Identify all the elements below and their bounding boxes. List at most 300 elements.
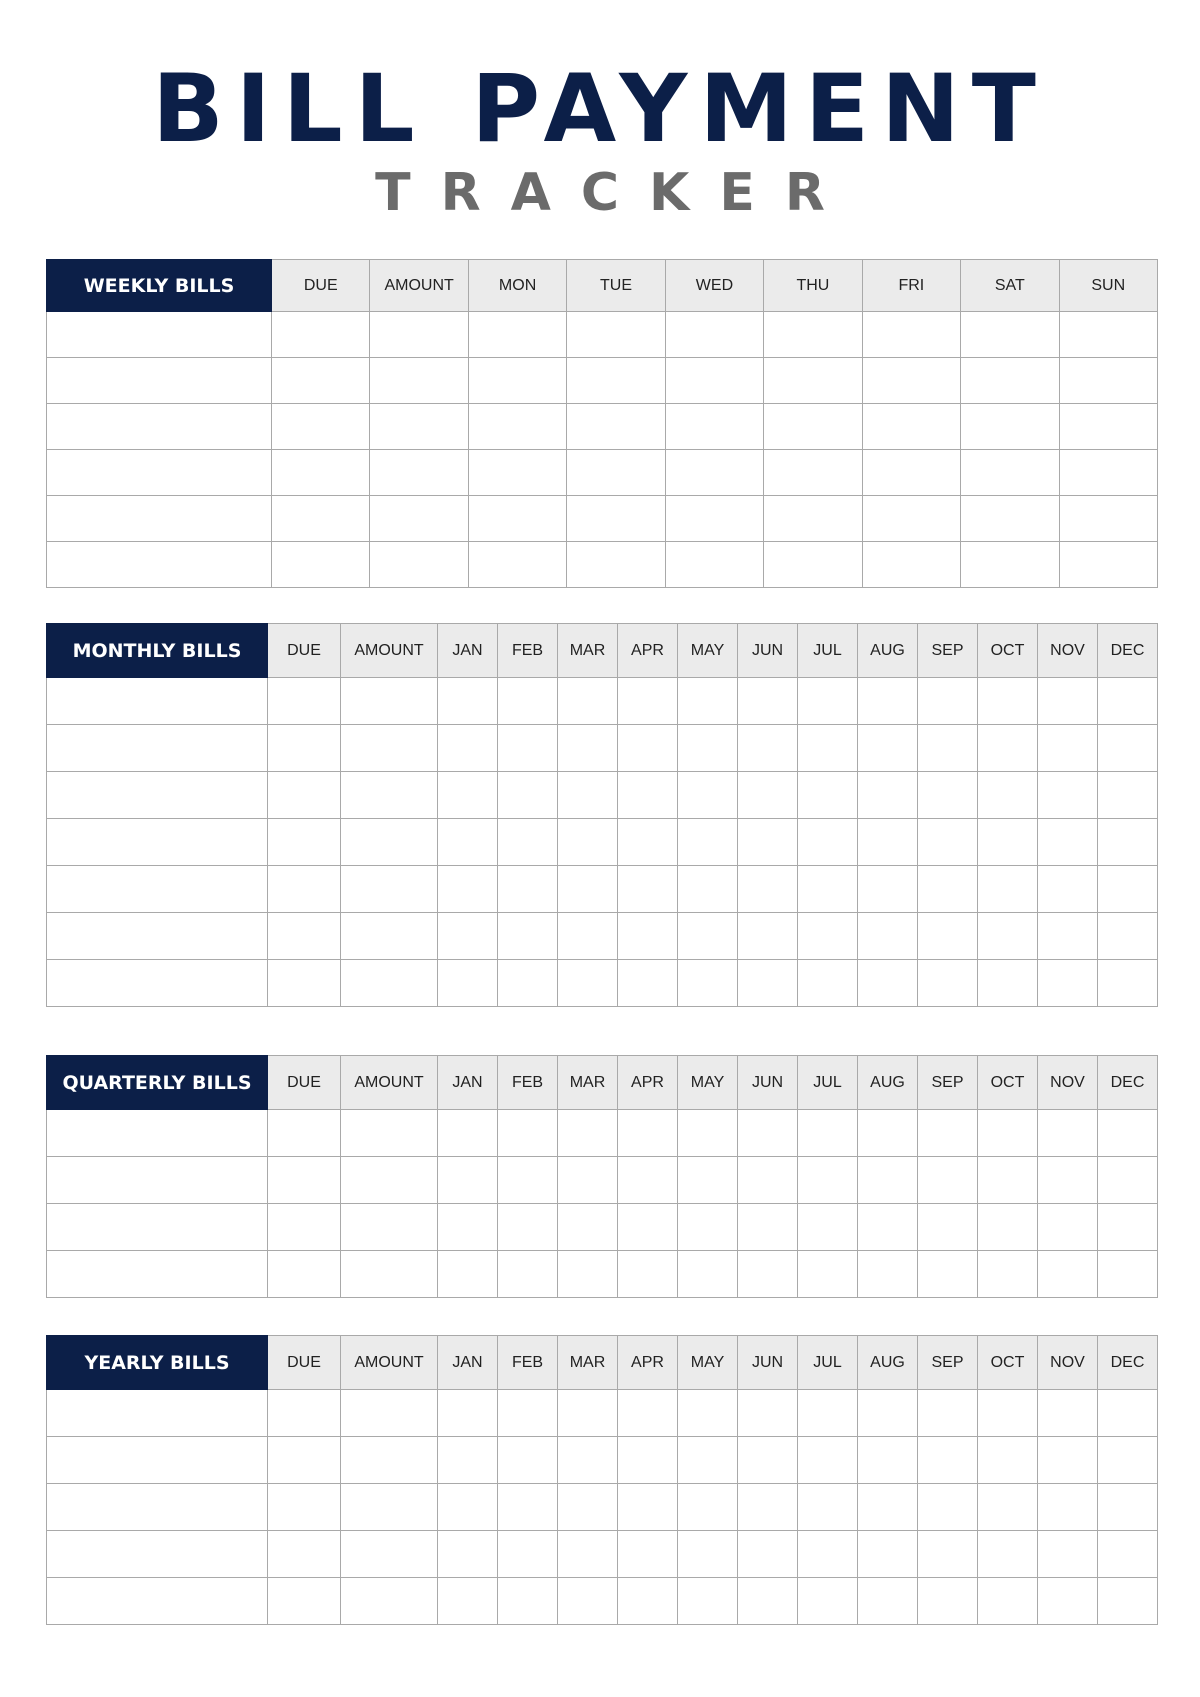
- entry-cell[interactable]: [738, 1437, 798, 1484]
- entry-cell[interactable]: [567, 542, 665, 588]
- entry-cell[interactable]: [567, 404, 665, 450]
- entry-cell[interactable]: [498, 678, 558, 725]
- entry-cell[interactable]: [341, 819, 438, 866]
- entry-cell[interactable]: [618, 678, 678, 725]
- entry-cell[interactable]: [1038, 1484, 1098, 1531]
- entry-cell[interactable]: [498, 1110, 558, 1157]
- bill-name-cell[interactable]: [47, 358, 272, 404]
- entry-cell[interactable]: [738, 1578, 798, 1625]
- entry-cell[interactable]: [498, 725, 558, 772]
- entry-cell[interactable]: [978, 1437, 1038, 1484]
- entry-cell[interactable]: [268, 1484, 341, 1531]
- entry-cell[interactable]: [341, 1110, 438, 1157]
- entry-cell[interactable]: [764, 312, 862, 358]
- entry-cell[interactable]: [738, 1390, 798, 1437]
- entry-cell[interactable]: [618, 1531, 678, 1578]
- entry-cell[interactable]: [738, 725, 798, 772]
- entry-cell[interactable]: [978, 1204, 1038, 1251]
- entry-cell[interactable]: [678, 913, 738, 960]
- entry-cell[interactable]: [918, 1437, 978, 1484]
- entry-cell[interactable]: [498, 1204, 558, 1251]
- entry-cell[interactable]: [738, 772, 798, 819]
- entry-cell[interactable]: [558, 1531, 618, 1578]
- entry-cell[interactable]: [862, 542, 960, 588]
- entry-cell[interactable]: [918, 1531, 978, 1578]
- entry-cell[interactable]: [1098, 1531, 1158, 1578]
- entry-cell[interactable]: [798, 960, 858, 1007]
- entry-cell[interactable]: [678, 772, 738, 819]
- entry-cell[interactable]: [798, 819, 858, 866]
- entry-cell[interactable]: [918, 960, 978, 1007]
- entry-cell[interactable]: [468, 542, 566, 588]
- entry-cell[interactable]: [370, 312, 468, 358]
- entry-cell[interactable]: [678, 725, 738, 772]
- entry-cell[interactable]: [665, 450, 763, 496]
- entry-cell[interactable]: [1098, 913, 1158, 960]
- bill-name-cell[interactable]: [47, 678, 268, 725]
- entry-cell[interactable]: [558, 1110, 618, 1157]
- entry-cell[interactable]: [438, 960, 498, 1007]
- bill-name-cell[interactable]: [47, 1578, 268, 1625]
- entry-cell[interactable]: [678, 1110, 738, 1157]
- entry-cell[interactable]: [268, 1437, 341, 1484]
- bill-name-cell[interactable]: [47, 772, 268, 819]
- entry-cell[interactable]: [738, 1157, 798, 1204]
- entry-cell[interactable]: [268, 1578, 341, 1625]
- bill-name-cell[interactable]: [47, 1251, 268, 1298]
- entry-cell[interactable]: [1059, 404, 1158, 450]
- bill-name-cell[interactable]: [47, 866, 268, 913]
- entry-cell[interactable]: [858, 1204, 918, 1251]
- bill-name-cell[interactable]: [47, 725, 268, 772]
- bill-name-cell[interactable]: [47, 1204, 268, 1251]
- entry-cell[interactable]: [438, 1110, 498, 1157]
- entry-cell[interactable]: [798, 1204, 858, 1251]
- entry-cell[interactable]: [738, 866, 798, 913]
- entry-cell[interactable]: [978, 1531, 1038, 1578]
- bill-name-cell[interactable]: [47, 1484, 268, 1531]
- entry-cell[interactable]: [1098, 819, 1158, 866]
- entry-cell[interactable]: [1038, 960, 1098, 1007]
- entry-cell[interactable]: [1098, 1157, 1158, 1204]
- entry-cell[interactable]: [370, 496, 468, 542]
- entry-cell[interactable]: [798, 1251, 858, 1298]
- entry-cell[interactable]: [1038, 1578, 1098, 1625]
- entry-cell[interactable]: [918, 678, 978, 725]
- entry-cell[interactable]: [268, 866, 341, 913]
- entry-cell[interactable]: [798, 1390, 858, 1437]
- entry-cell[interactable]: [341, 1390, 438, 1437]
- entry-cell[interactable]: [738, 1251, 798, 1298]
- entry-cell[interactable]: [798, 1578, 858, 1625]
- entry-cell[interactable]: [618, 1204, 678, 1251]
- entry-cell[interactable]: [268, 913, 341, 960]
- entry-cell[interactable]: [558, 1578, 618, 1625]
- entry-cell[interactable]: [498, 1484, 558, 1531]
- entry-cell[interactable]: [858, 1437, 918, 1484]
- entry-cell[interactable]: [567, 450, 665, 496]
- entry-cell[interactable]: [798, 1157, 858, 1204]
- entry-cell[interactable]: [678, 819, 738, 866]
- entry-cell[interactable]: [272, 312, 370, 358]
- entry-cell[interactable]: [862, 496, 960, 542]
- bill-name-cell[interactable]: [47, 312, 272, 358]
- entry-cell[interactable]: [341, 913, 438, 960]
- entry-cell[interactable]: [798, 913, 858, 960]
- entry-cell[interactable]: [1038, 725, 1098, 772]
- entry-cell[interactable]: [618, 1390, 678, 1437]
- entry-cell[interactable]: [858, 960, 918, 1007]
- entry-cell[interactable]: [918, 1390, 978, 1437]
- entry-cell[interactable]: [468, 404, 566, 450]
- entry-cell[interactable]: [268, 1251, 341, 1298]
- entry-cell[interactable]: [678, 1390, 738, 1437]
- entry-cell[interactable]: [678, 960, 738, 1007]
- entry-cell[interactable]: [978, 819, 1038, 866]
- entry-cell[interactable]: [978, 1157, 1038, 1204]
- entry-cell[interactable]: [618, 1157, 678, 1204]
- entry-cell[interactable]: [738, 960, 798, 1007]
- entry-cell[interactable]: [341, 1437, 438, 1484]
- entry-cell[interactable]: [498, 913, 558, 960]
- entry-cell[interactable]: [862, 358, 960, 404]
- entry-cell[interactable]: [558, 725, 618, 772]
- entry-cell[interactable]: [498, 1251, 558, 1298]
- entry-cell[interactable]: [268, 1157, 341, 1204]
- entry-cell[interactable]: [438, 1251, 498, 1298]
- entry-cell[interactable]: [618, 1437, 678, 1484]
- entry-cell[interactable]: [678, 1484, 738, 1531]
- entry-cell[interactable]: [961, 404, 1059, 450]
- entry-cell[interactable]: [468, 496, 566, 542]
- entry-cell[interactable]: [1038, 819, 1098, 866]
- entry-cell[interactable]: [1098, 725, 1158, 772]
- bill-name-cell[interactable]: [47, 450, 272, 496]
- entry-cell[interactable]: [738, 1110, 798, 1157]
- entry-cell[interactable]: [1098, 960, 1158, 1007]
- entry-cell[interactable]: [1038, 1204, 1098, 1251]
- entry-cell[interactable]: [341, 678, 438, 725]
- bill-name-cell[interactable]: [47, 542, 272, 588]
- entry-cell[interactable]: [858, 1390, 918, 1437]
- entry-cell[interactable]: [272, 496, 370, 542]
- entry-cell[interactable]: [268, 1204, 341, 1251]
- entry-cell[interactable]: [798, 1110, 858, 1157]
- entry-cell[interactable]: [862, 312, 960, 358]
- entry-cell[interactable]: [978, 913, 1038, 960]
- entry-cell[interactable]: [558, 960, 618, 1007]
- entry-cell[interactable]: [618, 1110, 678, 1157]
- entry-cell[interactable]: [764, 542, 862, 588]
- entry-cell[interactable]: [978, 772, 1038, 819]
- entry-cell[interactable]: [1038, 913, 1098, 960]
- entry-cell[interactable]: [341, 1157, 438, 1204]
- entry-cell[interactable]: [341, 1531, 438, 1578]
- entry-cell[interactable]: [468, 450, 566, 496]
- entry-cell[interactable]: [798, 1484, 858, 1531]
- entry-cell[interactable]: [438, 866, 498, 913]
- entry-cell[interactable]: [618, 819, 678, 866]
- entry-cell[interactable]: [438, 913, 498, 960]
- entry-cell[interactable]: [1098, 1578, 1158, 1625]
- entry-cell[interactable]: [918, 819, 978, 866]
- entry-cell[interactable]: [341, 866, 438, 913]
- entry-cell[interactable]: [764, 450, 862, 496]
- entry-cell[interactable]: [961, 496, 1059, 542]
- entry-cell[interactable]: [918, 1578, 978, 1625]
- entry-cell[interactable]: [1059, 450, 1158, 496]
- entry-cell[interactable]: [1038, 772, 1098, 819]
- entry-cell[interactable]: [978, 1110, 1038, 1157]
- entry-cell[interactable]: [498, 1578, 558, 1625]
- entry-cell[interactable]: [918, 866, 978, 913]
- entry-cell[interactable]: [558, 1204, 618, 1251]
- entry-cell[interactable]: [567, 358, 665, 404]
- entry-cell[interactable]: [1038, 1437, 1098, 1484]
- entry-cell[interactable]: [438, 1204, 498, 1251]
- entry-cell[interactable]: [438, 1484, 498, 1531]
- entry-cell[interactable]: [862, 450, 960, 496]
- entry-cell[interactable]: [738, 819, 798, 866]
- entry-cell[interactable]: [558, 678, 618, 725]
- bill-name-cell[interactable]: [47, 1437, 268, 1484]
- entry-cell[interactable]: [498, 772, 558, 819]
- entry-cell[interactable]: [618, 1251, 678, 1298]
- bill-name-cell[interactable]: [47, 1390, 268, 1437]
- entry-cell[interactable]: [961, 450, 1059, 496]
- entry-cell[interactable]: [618, 866, 678, 913]
- entry-cell[interactable]: [858, 913, 918, 960]
- entry-cell[interactable]: [438, 1437, 498, 1484]
- entry-cell[interactable]: [618, 1578, 678, 1625]
- entry-cell[interactable]: [370, 358, 468, 404]
- entry-cell[interactable]: [341, 1204, 438, 1251]
- entry-cell[interactable]: [468, 312, 566, 358]
- entry-cell[interactable]: [764, 496, 862, 542]
- entry-cell[interactable]: [858, 772, 918, 819]
- bill-name-cell[interactable]: [47, 404, 272, 450]
- entry-cell[interactable]: [798, 1531, 858, 1578]
- entry-cell[interactable]: [978, 678, 1038, 725]
- entry-cell[interactable]: [978, 1578, 1038, 1625]
- entry-cell[interactable]: [961, 358, 1059, 404]
- entry-cell[interactable]: [858, 725, 918, 772]
- entry-cell[interactable]: [268, 772, 341, 819]
- entry-cell[interactable]: [918, 1157, 978, 1204]
- entry-cell[interactable]: [1059, 358, 1158, 404]
- entry-cell[interactable]: [918, 1204, 978, 1251]
- entry-cell[interactable]: [438, 772, 498, 819]
- entry-cell[interactable]: [558, 1484, 618, 1531]
- entry-cell[interactable]: [618, 772, 678, 819]
- bill-name-cell[interactable]: [47, 496, 272, 542]
- entry-cell[interactable]: [618, 725, 678, 772]
- entry-cell[interactable]: [341, 772, 438, 819]
- entry-cell[interactable]: [798, 725, 858, 772]
- entry-cell[interactable]: [665, 542, 763, 588]
- entry-cell[interactable]: [858, 819, 918, 866]
- entry-cell[interactable]: [678, 1204, 738, 1251]
- entry-cell[interactable]: [665, 312, 763, 358]
- entry-cell[interactable]: [961, 312, 1059, 358]
- entry-cell[interactable]: [918, 1251, 978, 1298]
- entry-cell[interactable]: [798, 678, 858, 725]
- entry-cell[interactable]: [858, 678, 918, 725]
- entry-cell[interactable]: [1059, 542, 1158, 588]
- entry-cell[interactable]: [268, 1531, 341, 1578]
- entry-cell[interactable]: [678, 1251, 738, 1298]
- entry-cell[interactable]: [268, 678, 341, 725]
- entry-cell[interactable]: [498, 1157, 558, 1204]
- entry-cell[interactable]: [1038, 1390, 1098, 1437]
- entry-cell[interactable]: [272, 404, 370, 450]
- entry-cell[interactable]: [268, 960, 341, 1007]
- entry-cell[interactable]: [678, 1437, 738, 1484]
- entry-cell[interactable]: [978, 1390, 1038, 1437]
- entry-cell[interactable]: [558, 1437, 618, 1484]
- entry-cell[interactable]: [1098, 772, 1158, 819]
- entry-cell[interactable]: [1098, 1390, 1158, 1437]
- entry-cell[interactable]: [438, 819, 498, 866]
- entry-cell[interactable]: [341, 725, 438, 772]
- entry-cell[interactable]: [764, 404, 862, 450]
- entry-cell[interactable]: [738, 1484, 798, 1531]
- entry-cell[interactable]: [1038, 1110, 1098, 1157]
- entry-cell[interactable]: [268, 1390, 341, 1437]
- entry-cell[interactable]: [558, 819, 618, 866]
- entry-cell[interactable]: [498, 960, 558, 1007]
- entry-cell[interactable]: [1098, 866, 1158, 913]
- entry-cell[interactable]: [978, 1251, 1038, 1298]
- entry-cell[interactable]: [665, 358, 763, 404]
- bill-name-cell[interactable]: [47, 913, 268, 960]
- entry-cell[interactable]: [558, 1157, 618, 1204]
- bill-name-cell[interactable]: [47, 1110, 268, 1157]
- entry-cell[interactable]: [738, 1531, 798, 1578]
- entry-cell[interactable]: [272, 358, 370, 404]
- entry-cell[interactable]: [858, 1578, 918, 1625]
- entry-cell[interactable]: [978, 866, 1038, 913]
- entry-cell[interactable]: [468, 358, 566, 404]
- entry-cell[interactable]: [918, 913, 978, 960]
- entry-cell[interactable]: [618, 913, 678, 960]
- entry-cell[interactable]: [498, 866, 558, 913]
- entry-cell[interactable]: [764, 358, 862, 404]
- entry-cell[interactable]: [558, 1390, 618, 1437]
- entry-cell[interactable]: [498, 819, 558, 866]
- entry-cell[interactable]: [918, 1484, 978, 1531]
- entry-cell[interactable]: [678, 1157, 738, 1204]
- entry-cell[interactable]: [558, 866, 618, 913]
- entry-cell[interactable]: [738, 678, 798, 725]
- entry-cell[interactable]: [438, 1157, 498, 1204]
- entry-cell[interactable]: [678, 1578, 738, 1625]
- entry-cell[interactable]: [558, 913, 618, 960]
- entry-cell[interactable]: [341, 1484, 438, 1531]
- entry-cell[interactable]: [498, 1390, 558, 1437]
- bill-name-cell[interactable]: [47, 819, 268, 866]
- entry-cell[interactable]: [438, 1390, 498, 1437]
- entry-cell[interactable]: [1098, 1484, 1158, 1531]
- entry-cell[interactable]: [1098, 1204, 1158, 1251]
- entry-cell[interactable]: [438, 1531, 498, 1578]
- entry-cell[interactable]: [1038, 1531, 1098, 1578]
- entry-cell[interactable]: [978, 1484, 1038, 1531]
- entry-cell[interactable]: [918, 725, 978, 772]
- entry-cell[interactable]: [618, 960, 678, 1007]
- entry-cell[interactable]: [438, 678, 498, 725]
- entry-cell[interactable]: [618, 1484, 678, 1531]
- entry-cell[interactable]: [918, 1110, 978, 1157]
- entry-cell[interactable]: [1098, 1437, 1158, 1484]
- entry-cell[interactable]: [798, 772, 858, 819]
- entry-cell[interactable]: [272, 450, 370, 496]
- entry-cell[interactable]: [438, 725, 498, 772]
- entry-cell[interactable]: [268, 725, 341, 772]
- entry-cell[interactable]: [918, 772, 978, 819]
- entry-cell[interactable]: [1098, 678, 1158, 725]
- entry-cell[interactable]: [370, 450, 468, 496]
- entry-cell[interactable]: [1098, 1251, 1158, 1298]
- entry-cell[interactable]: [978, 725, 1038, 772]
- bill-name-cell[interactable]: [47, 960, 268, 1007]
- entry-cell[interactable]: [272, 542, 370, 588]
- entry-cell[interactable]: [858, 866, 918, 913]
- entry-cell[interactable]: [567, 496, 665, 542]
- entry-cell[interactable]: [341, 1251, 438, 1298]
- entry-cell[interactable]: [798, 866, 858, 913]
- entry-cell[interactable]: [558, 772, 618, 819]
- entry-cell[interactable]: [1098, 1110, 1158, 1157]
- entry-cell[interactable]: [268, 1110, 341, 1157]
- entry-cell[interactable]: [438, 1578, 498, 1625]
- entry-cell[interactable]: [798, 1437, 858, 1484]
- entry-cell[interactable]: [665, 496, 763, 542]
- entry-cell[interactable]: [1038, 678, 1098, 725]
- entry-cell[interactable]: [862, 404, 960, 450]
- entry-cell[interactable]: [370, 542, 468, 588]
- entry-cell[interactable]: [678, 678, 738, 725]
- entry-cell[interactable]: [1038, 866, 1098, 913]
- entry-cell[interactable]: [1059, 312, 1158, 358]
- entry-cell[interactable]: [341, 1578, 438, 1625]
- bill-name-cell[interactable]: [47, 1531, 268, 1578]
- entry-cell[interactable]: [558, 1251, 618, 1298]
- entry-cell[interactable]: [961, 542, 1059, 588]
- entry-cell[interactable]: [1038, 1157, 1098, 1204]
- entry-cell[interactable]: [498, 1531, 558, 1578]
- entry-cell[interactable]: [498, 1437, 558, 1484]
- entry-cell[interactable]: [978, 960, 1038, 1007]
- entry-cell[interactable]: [858, 1484, 918, 1531]
- entry-cell[interactable]: [370, 404, 468, 450]
- bill-name-cell[interactable]: [47, 1157, 268, 1204]
- entry-cell[interactable]: [858, 1251, 918, 1298]
- entry-cell[interactable]: [665, 404, 763, 450]
- entry-cell[interactable]: [858, 1157, 918, 1204]
- entry-cell[interactable]: [858, 1531, 918, 1578]
- entry-cell[interactable]: [738, 913, 798, 960]
- entry-cell[interactable]: [1059, 496, 1158, 542]
- entry-cell[interactable]: [341, 960, 438, 1007]
- entry-cell[interactable]: [678, 1531, 738, 1578]
- entry-cell[interactable]: [858, 1110, 918, 1157]
- entry-cell[interactable]: [678, 866, 738, 913]
- entry-cell[interactable]: [268, 819, 341, 866]
- entry-cell[interactable]: [1038, 1251, 1098, 1298]
- entry-cell[interactable]: [738, 1204, 798, 1251]
- entry-cell[interactable]: [567, 312, 665, 358]
